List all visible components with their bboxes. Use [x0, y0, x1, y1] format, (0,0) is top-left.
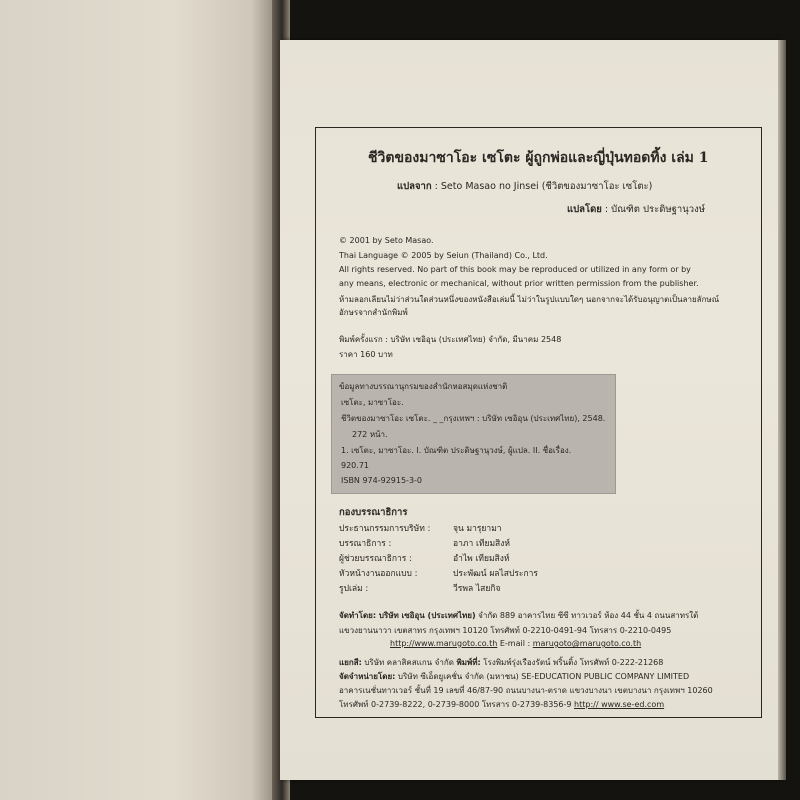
distributor-label: จัดจำหน่ายโดย: [339, 672, 396, 681]
cip-isbn: ISBN 974-92915-3-0 [341, 476, 423, 485]
editorial-role: รูปเล่ม : [339, 584, 369, 594]
distributor-address: อาคารเนชั่นทาวเวอร์ ชั้นที่ 19 เลขที่ 46/87-90 ถนนบางนา-ตราด แขวงบางนา เขตบางนา กรุงเทพฯ 10260 [339, 686, 713, 695]
copyright-line-5: ห้ามลอกเลียนไม่ว่าส่วนใดส่วนหนึ่งของหนังสือเล่มนี้ ไม่ว่าในรูปแบบใดๆ นอกจากจะได้รับอนุญาตเป็นลายลักษณ์ [339, 295, 720, 304]
distributor-phone [339, 698, 664, 711]
cip-class: 920.71 [341, 461, 369, 470]
separation-text: บริษัท คลาสิคสแกน จำกัด [364, 658, 454, 667]
editorial-name: อาภา เทียมสิงห์ [453, 539, 510, 549]
cip-author: เซโตะ, มาซาโอะ. [341, 398, 404, 407]
distributor-phone-text: โทรศัพท์ 0-2739-8222, 0-2739-8000 โทรสาร 0-2739-8356-9 [339, 700, 572, 709]
editorial-name: ประพัฒน์ ผลไสประการ [453, 569, 538, 579]
publisher-email-link[interactable]: marugoto@marugoto.co.th [532, 639, 642, 648]
translator-label: แปลโดย [567, 204, 602, 215]
distributor-website-link[interactable]: http:// www.se-ed.com [574, 700, 665, 709]
cip-heading: ข้อมูลทางบรรณานุกรมของสำนักหอสมุดแห่งชาติ [339, 382, 508, 391]
copyright-line-4: any means, electronic or mechanical, without prior written permission from the publisher. [339, 279, 699, 288]
editorial-name: จุน มารุยามา [453, 524, 502, 534]
copyright-line-1: © 2001 by Seto Masao. [339, 236, 434, 245]
editorial-name: อำไพ เทียมสิงห์ [453, 554, 510, 564]
page-edge [778, 40, 786, 780]
translator-value: : บัณฑิต ประดิษฐานุวงษ์ [604, 204, 705, 215]
translated-from [397, 179, 652, 194]
publisher-address-1: จำกัด 889 อาคารไทย ซีซี ทาวเวอร์ ห้อง 44 ชั้น 4 ถนนสาทรใต้ [478, 611, 699, 620]
printer-label: พิมพ์ที่: [456, 658, 481, 667]
publisher-address-2: แขวงยานนาวา เขตสาทร กรุงเทพฯ 10120 โทรศัพท์ 0-2210-0491-94 โทรสาร 0-2210-0495 [339, 626, 672, 635]
translator [567, 202, 705, 217]
copyright-line-2: Thai Language © 2005 by Seiun (Thailand) Co., Ltd. [339, 251, 548, 260]
editorial-role: ผู้ช่วยบรรณาธิการ : [339, 554, 412, 564]
copyright-line-6: อักษรจากสำนักพิมพ์ [339, 308, 408, 317]
cip-pages: 272 หน้า. [352, 430, 388, 439]
printer-text: โรงพิมพ์รุ่งเรืองรัตน์ พริ้นติ้ง โทรศัพท์ 0-222-21268 [483, 658, 664, 667]
email-label: E-mail : [499, 639, 531, 648]
distributor-name: บริษัท ซีเอ็ดยูเคชั่น จำกัด (มหาชน) SE-EDUCATION PUBLIC COMPANY LIMITED [397, 672, 690, 681]
editorial-heading: กองบรรณาธิการ [339, 507, 408, 518]
editorial-name: วีรพล ไสยกิจ [453, 584, 501, 594]
translated-from-value: : Seto Masao no Jinsei (ชีวิตของมาซาโอะ เซโตะ) [434, 181, 653, 192]
first-printing: พิมพ์ครั้งแรก : บริษัท เซอิอุน (ประเทศไทย) จำกัด, มีนาคม 2548 [339, 335, 562, 344]
publisher-line-1 [339, 609, 698, 622]
publisher-contact [390, 639, 641, 648]
price: ราคา 160 บาท [339, 350, 393, 359]
editorial-role: บรรณาธิการ : [339, 539, 392, 549]
separation-line [339, 656, 663, 669]
book-title: ชีวิตของมาซาโอะ เซโตะ ผู้ถูกพ่อและญี่ปุ่นทอดทิ้ง เล่ม 1 [368, 150, 709, 166]
separation-label: แยกสี: [339, 658, 362, 667]
distributor-line-1 [339, 670, 689, 683]
publisher-label: จัดทำโดย: บริษัท เซอิอุน (ประเทศไทย) [339, 611, 476, 620]
copyright-line-3: All rights reserved. No part of this book may be reproduced or utilized in any form or by [339, 265, 691, 274]
editorial-role: ประธานกรรมการบริษัท : [339, 524, 431, 534]
cip-subjects: 1. เซโตะ, มาซาโอะ. I. บัณฑิต ประดิษฐานุวงษ์, ผู้แปล. II. ชื่อเรื่อง. [341, 446, 572, 455]
left-page [0, 0, 286, 800]
translated-from-label: แปลจาก [397, 181, 432, 192]
publisher-website-link[interactable]: http://www.marugoto.co.th [390, 639, 498, 648]
editorial-role: หัวหน้างานออกแบบ : [339, 569, 418, 579]
cip-title: ชีวิตของมาซาโอะ เซโตะ. _ _กรุงเทพฯ : บริษัท เซอิอุน (ประเทศไทย), 2548. [341, 414, 606, 423]
